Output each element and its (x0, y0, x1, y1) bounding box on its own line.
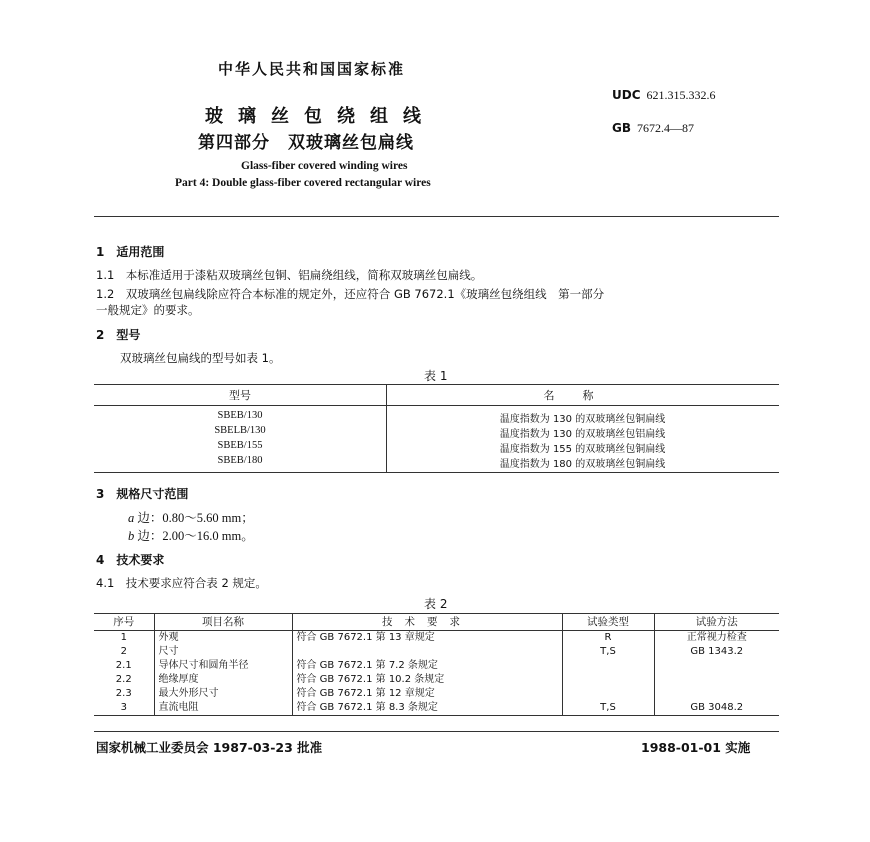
approval-line: 国家机械工业委员会 1987-03-23 批准 (96, 740, 323, 755)
clause-1-2-line2: 一般规定》的要求。 (96, 303, 200, 317)
model-cell: SBELB/130 (214, 425, 266, 436)
item-cell: 绝缘厚度 (154, 673, 292, 687)
title-cn-part: 第四部分 双玻璃丝包扁线 (198, 133, 414, 153)
item-cell: 直流电阻 (154, 701, 292, 716)
table-row (94, 455, 779, 470)
udc-code (612, 88, 716, 103)
header-divider (94, 216, 779, 217)
name-cell: 温度指数为 130 的双玻璃丝包铝扁线 (499, 429, 666, 440)
udc-label: UDC (612, 88, 641, 102)
udc-value: 621.315.332.6 (646, 88, 716, 102)
col-seq: 序号 (94, 614, 154, 631)
item-cell: 外观 (154, 631, 292, 646)
seq-cell: 3 (94, 701, 154, 716)
table-2-header (94, 614, 779, 631)
table-1-header (94, 384, 779, 406)
requirement-cell: 符合 GB 7672.1 第 13 章规定 (292, 631, 562, 646)
clause-1-2-line1: 1.2 双玻璃丝包扁线除应符合本标准的规定外，还应符合 GB 7672.1《玻璃丝包绕组线 第一部分 (96, 287, 605, 301)
method-cell (654, 687, 779, 701)
col-item: 项目名称 (154, 614, 292, 631)
col-test-type: 试验类型 (562, 614, 654, 631)
table-row (94, 701, 779, 716)
footer-divider (94, 731, 779, 732)
model-cell: SBEB/130 (217, 410, 263, 421)
gb-number (612, 121, 694, 136)
method-cell: 正常视力检查 (654, 631, 779, 646)
a-variable: a (128, 511, 135, 525)
item-cell: 尺寸 (154, 645, 292, 659)
type-cell (562, 659, 654, 673)
requirement-cell: 符合 GB 7672.1 第 10.2 条规定 (292, 673, 562, 687)
table-2-caption: 表 2 (424, 597, 448, 611)
name-cell: 温度指数为 180 的双玻璃丝包铜扁线 (499, 459, 666, 470)
col-requirement: 技术要求 (292, 614, 562, 631)
name-cell: 温度指数为 130 的双玻璃丝包铜扁线 (499, 414, 666, 425)
col-test-method: 试验方法 (654, 614, 779, 631)
table-row (94, 425, 779, 440)
section-4-heading: 4 技术要求 (96, 553, 165, 567)
gb-value: 7672.4—87 (637, 121, 694, 135)
seq-cell: 2.2 (115, 674, 132, 685)
method-cell: GB 3048.2 (654, 701, 779, 716)
table-1-col-model: 型号 (229, 389, 251, 402)
title-en-main: Glass-fiber covered winding wires (241, 160, 408, 172)
method-cell (654, 673, 779, 687)
method-cell: GB 1343.2 (654, 645, 779, 659)
standard-title: 中华人民共和国国家标准 (218, 60, 406, 78)
range-a-side (128, 508, 254, 526)
requirement-cell: 符合 GB 7672.1 第 12 章规定 (292, 687, 562, 701)
table-row (94, 687, 779, 701)
type-cell (562, 673, 654, 687)
type-cell: T,S (562, 701, 654, 716)
item-cell: 最大外形尺寸 (154, 687, 292, 701)
table-row (94, 645, 779, 659)
name-cell: 温度指数为 155 的双玻璃丝包铜扁线 (499, 444, 666, 455)
clause-1-1: 1.1 本标准适用于漆粘双玻璃丝包铜、铝扁绕组线，简称双玻璃丝包扁线。 (96, 268, 483, 282)
model-cell: SBEB/180 (217, 455, 263, 466)
seq-cell: 2 (120, 646, 127, 657)
section-2-heading: 2 型号 (96, 328, 141, 342)
table-row (94, 410, 779, 425)
item-cell: 导体尺寸和圆角半径 (154, 659, 292, 673)
seq-cell: 2.1 (115, 660, 132, 671)
clause-4-1: 4.1 技术要求应符合表 2 规定。 (96, 576, 267, 590)
section-3-heading: 3 规格尺寸范围 (96, 487, 189, 501)
requirement-cell: 符合 GB 7672.1 第 7.2 条规定 (292, 659, 562, 673)
type-cell (562, 687, 654, 701)
type-cell: T,S (562, 645, 654, 659)
requirement-cell (292, 645, 562, 659)
table-row (94, 659, 779, 673)
seq-cell: 2.3 (115, 688, 132, 699)
title-cn-main: 玻璃丝包绕组线 (205, 106, 436, 127)
type-cell: R (562, 631, 654, 646)
gb-label: GB (612, 121, 631, 135)
method-cell (654, 659, 779, 673)
b-range-text: 边：2.00～16.0 mm。 (134, 529, 254, 543)
table-2 (94, 613, 779, 716)
a-range-text: 边：0.80～5.60 mm； (134, 511, 254, 525)
table-1-body (94, 406, 779, 473)
section-1-heading: 1 适用范围 (96, 245, 165, 259)
table-row (94, 631, 779, 646)
effective-date: 1988-01-01 实施 (641, 740, 751, 755)
table-1 (94, 384, 779, 473)
requirement-cell: 符合 GB 7672.1 第 8.3 条规定 (292, 701, 562, 716)
b-variable: b (128, 529, 135, 543)
title-en-part: Part 4: Double glass-fiber covered rectangular wires (175, 177, 431, 189)
table-row (94, 440, 779, 455)
table-1-col-name: 名称 (543, 389, 622, 402)
table-row (94, 673, 779, 687)
range-b-side (128, 526, 254, 544)
section-2-intro: 双玻璃丝包扁线的型号如表 1。 (120, 351, 281, 365)
model-cell: SBEB/155 (217, 440, 263, 451)
table-1-caption: 表 1 (424, 369, 448, 383)
seq-cell: 1 (120, 632, 127, 643)
